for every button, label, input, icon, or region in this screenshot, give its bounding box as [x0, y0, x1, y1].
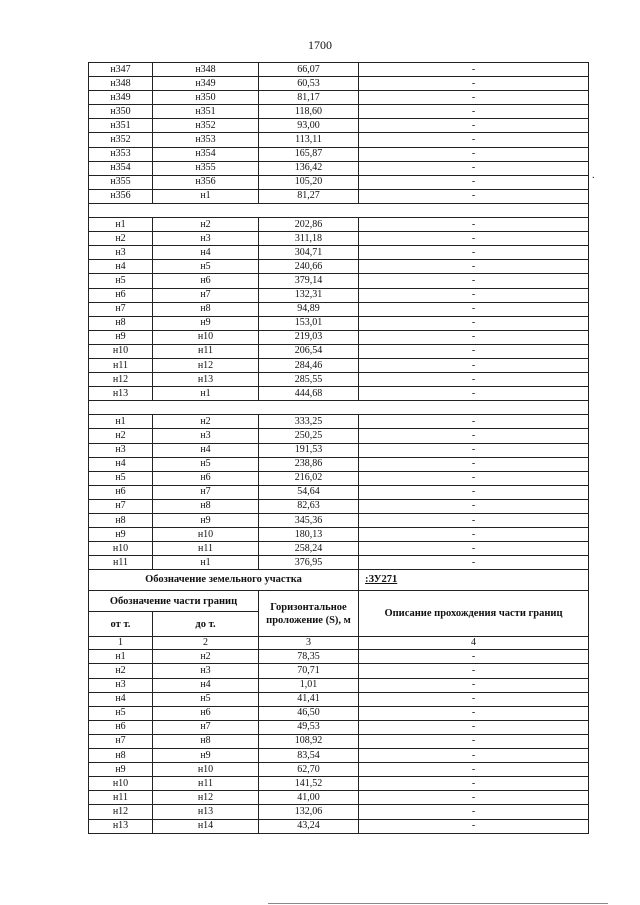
from-point: н352	[89, 133, 153, 147]
horizontal-distance: 136,42	[259, 161, 359, 175]
from-point: н11	[89, 358, 153, 372]
from-point: н5	[89, 274, 153, 288]
from-point: н349	[89, 91, 153, 105]
table-row	[89, 218, 589, 232]
to-point: н348	[153, 63, 259, 77]
description: -	[359, 749, 589, 763]
table-row	[89, 791, 589, 805]
contour-2-rows	[89, 218, 589, 401]
table-row	[89, 246, 589, 260]
to-point: н351	[153, 105, 259, 119]
horizontal-distance: 180,13	[259, 528, 359, 542]
horizontal-distance: 66,07	[259, 63, 359, 77]
description: -	[359, 734, 589, 748]
to-point: н2	[153, 218, 259, 232]
from-point: н9	[89, 763, 153, 777]
table-row	[89, 316, 589, 330]
to-point: н4	[153, 678, 259, 692]
table-row	[89, 387, 589, 401]
to-point: н355	[153, 161, 259, 175]
horizontal-distance: 304,71	[259, 246, 359, 260]
header-from: от т.	[89, 612, 153, 637]
from-point: н2	[89, 664, 153, 678]
table-row	[89, 542, 589, 556]
horizontal-distance: 118,60	[259, 105, 359, 119]
horizontal-distance: 41,00	[259, 791, 359, 805]
from-point: н353	[89, 147, 153, 161]
horizontal-distance: 191,53	[259, 443, 359, 457]
table-row	[89, 358, 589, 372]
description: -	[359, 373, 589, 387]
column-number: 1	[89, 637, 153, 650]
from-point: н351	[89, 119, 153, 133]
horizontal-distance: 81,17	[259, 91, 359, 105]
column-number: 4	[359, 637, 589, 650]
to-point: н5	[153, 692, 259, 706]
horizontal-distance: 216,02	[259, 471, 359, 485]
from-point: н7	[89, 734, 153, 748]
horizontal-distance: 105,20	[259, 175, 359, 189]
from-point: н3	[89, 443, 153, 457]
contour-3-rows	[89, 415, 589, 570]
to-point: н3	[153, 664, 259, 678]
horizontal-distance: 132,06	[259, 805, 359, 819]
description: -	[359, 805, 589, 819]
column-number: 2	[153, 637, 259, 650]
contour-separator	[89, 203, 589, 217]
description: -	[359, 161, 589, 175]
from-point: н2	[89, 429, 153, 443]
description: -	[359, 105, 589, 119]
horizontal-distance: 78,35	[259, 650, 359, 664]
from-point: н9	[89, 528, 153, 542]
table-row	[89, 288, 589, 302]
to-point: н11	[153, 777, 259, 791]
from-point: н2	[89, 232, 153, 246]
horizontal-distance: 62,70	[259, 763, 359, 777]
horizontal-distance: 93,00	[259, 119, 359, 133]
description: -	[359, 77, 589, 91]
table-row	[89, 556, 589, 570]
from-point: н347	[89, 63, 153, 77]
table-row	[89, 650, 589, 664]
land-plot-label: Обозначение земельного участка	[89, 570, 359, 591]
description: -	[359, 556, 589, 570]
horizontal-distance: 219,03	[259, 330, 359, 344]
to-point: н1	[153, 387, 259, 401]
from-point: н1	[89, 218, 153, 232]
from-point: н13	[89, 819, 153, 833]
stray-dot: .	[592, 170, 595, 181]
to-point: н4	[153, 246, 259, 260]
description: -	[359, 777, 589, 791]
table-row	[89, 819, 589, 833]
from-point: н348	[89, 77, 153, 91]
description: -	[359, 763, 589, 777]
table-row	[89, 499, 589, 513]
description: -	[359, 133, 589, 147]
table-row	[89, 373, 589, 387]
table-row	[89, 161, 589, 175]
description: -	[359, 791, 589, 805]
to-point: н13	[153, 805, 259, 819]
horizontal-distance: 81,27	[259, 189, 359, 203]
horizontal-distance: 54,64	[259, 485, 359, 499]
table-row	[89, 175, 589, 189]
description: -	[359, 344, 589, 358]
description: -	[359, 147, 589, 161]
to-point: н353	[153, 133, 259, 147]
to-point: н11	[153, 542, 259, 556]
to-point: н7	[153, 485, 259, 499]
description: -	[359, 514, 589, 528]
to-point: н3	[153, 232, 259, 246]
to-point: н1	[153, 189, 259, 203]
horizontal-distance: 41,41	[259, 692, 359, 706]
from-point: н5	[89, 706, 153, 720]
to-point: н354	[153, 147, 259, 161]
from-point: н6	[89, 485, 153, 499]
horizontal-distance: 376,95	[259, 556, 359, 570]
to-point: н5	[153, 457, 259, 471]
description: -	[359, 499, 589, 513]
from-point: н355	[89, 175, 153, 189]
header-part-designation: Обозначение части границ	[89, 591, 259, 612]
description: -	[359, 692, 589, 706]
description: -	[359, 274, 589, 288]
description: -	[359, 542, 589, 556]
description: -	[359, 429, 589, 443]
description: -	[359, 91, 589, 105]
horizontal-distance: 202,86	[259, 218, 359, 232]
from-point: н4	[89, 260, 153, 274]
description: -	[359, 175, 589, 189]
description: -	[359, 387, 589, 401]
table-row	[89, 63, 589, 77]
table-row	[89, 133, 589, 147]
table-row	[89, 457, 589, 471]
description: -	[359, 415, 589, 429]
description: -	[359, 358, 589, 372]
horizontal-distance: 49,53	[259, 720, 359, 734]
table-row	[89, 749, 589, 763]
description: -	[359, 528, 589, 542]
description: -	[359, 330, 589, 344]
to-point: н349	[153, 77, 259, 91]
horizontal-distance: 444,68	[259, 387, 359, 401]
header-horizontal: Горизонтальное проложение (S), м	[259, 591, 359, 637]
description: -	[359, 443, 589, 457]
horizontal-distance: 238,86	[259, 457, 359, 471]
to-point: н10	[153, 763, 259, 777]
to-point: н8	[153, 734, 259, 748]
to-point: н13	[153, 373, 259, 387]
table-row	[89, 692, 589, 706]
horizontal-distance: 141,52	[259, 777, 359, 791]
table-row	[89, 777, 589, 791]
description: -	[359, 706, 589, 720]
to-point: н8	[153, 302, 259, 316]
to-point: н12	[153, 358, 259, 372]
horizontal-distance: 206,54	[259, 344, 359, 358]
footer-line	[268, 903, 608, 904]
land-plot-row	[89, 570, 589, 591]
horizontal-distance: 333,25	[259, 415, 359, 429]
table-row	[89, 471, 589, 485]
to-point: н3	[153, 429, 259, 443]
from-point: н13	[89, 387, 153, 401]
from-point: н4	[89, 692, 153, 706]
description: -	[359, 720, 589, 734]
from-point: н8	[89, 749, 153, 763]
to-point: н10	[153, 330, 259, 344]
description: -	[359, 232, 589, 246]
to-point: н356	[153, 175, 259, 189]
horizontal-distance: 1,01	[259, 678, 359, 692]
to-point: н14	[153, 819, 259, 833]
to-point: н350	[153, 91, 259, 105]
horizontal-distance: 345,36	[259, 514, 359, 528]
horizontal-distance: 82,63	[259, 499, 359, 513]
column-number: 3	[259, 637, 359, 650]
table-row	[89, 344, 589, 358]
from-point: н5	[89, 471, 153, 485]
table-row	[89, 119, 589, 133]
from-point: н12	[89, 373, 153, 387]
to-point: н2	[153, 415, 259, 429]
to-point: н9	[153, 749, 259, 763]
boundary-table	[88, 62, 589, 834]
description: -	[359, 316, 589, 330]
from-point: н7	[89, 302, 153, 316]
table-row	[89, 147, 589, 161]
horizontal-distance: 311,18	[259, 232, 359, 246]
table-row	[89, 706, 589, 720]
horizontal-distance: 284,46	[259, 358, 359, 372]
description: -	[359, 189, 589, 203]
header-description: Описание прохождения части границ	[359, 591, 589, 637]
description: -	[359, 819, 589, 833]
table-row	[89, 302, 589, 316]
table-row	[89, 734, 589, 748]
from-point: н8	[89, 514, 153, 528]
from-point: н10	[89, 542, 153, 556]
land-plot-value: :ЗУ271	[359, 570, 589, 591]
description: -	[359, 119, 589, 133]
to-point: н1	[153, 556, 259, 570]
from-point: н354	[89, 161, 153, 175]
description: -	[359, 260, 589, 274]
table-row	[89, 678, 589, 692]
table-row	[89, 91, 589, 105]
table-row	[89, 330, 589, 344]
horizontal-distance: 60,53	[259, 77, 359, 91]
description: -	[359, 218, 589, 232]
from-point: н1	[89, 650, 153, 664]
to-point: н9	[153, 316, 259, 330]
horizontal-distance: 258,24	[259, 542, 359, 556]
horizontal-distance: 46,50	[259, 706, 359, 720]
from-point: н9	[89, 330, 153, 344]
description: -	[359, 678, 589, 692]
to-point: н7	[153, 720, 259, 734]
table-row	[89, 260, 589, 274]
from-point: н12	[89, 805, 153, 819]
from-point: н11	[89, 791, 153, 805]
horizontal-distance: 43,24	[259, 819, 359, 833]
to-point: н6	[153, 706, 259, 720]
to-point: н12	[153, 791, 259, 805]
to-point: н4	[153, 443, 259, 457]
table-row	[89, 415, 589, 429]
table-row	[89, 105, 589, 119]
table-row	[89, 664, 589, 678]
to-point: н9	[153, 514, 259, 528]
table-row	[89, 805, 589, 819]
table-row	[89, 720, 589, 734]
contour-separator	[89, 401, 589, 415]
from-point: н356	[89, 189, 153, 203]
horizontal-distance: 379,14	[259, 274, 359, 288]
table-row	[89, 274, 589, 288]
description: -	[359, 485, 589, 499]
description: -	[359, 246, 589, 260]
to-point: н10	[153, 528, 259, 542]
horizontal-distance: 132,31	[259, 288, 359, 302]
to-point: н352	[153, 119, 259, 133]
horizontal-distance: 113,11	[259, 133, 359, 147]
horizontal-distance: 108,92	[259, 734, 359, 748]
to-point: н6	[153, 274, 259, 288]
horizontal-distance: 285,55	[259, 373, 359, 387]
from-point: н10	[89, 344, 153, 358]
from-point: н11	[89, 556, 153, 570]
table-row	[89, 528, 589, 542]
to-point: н5	[153, 260, 259, 274]
header-to: до т.	[153, 612, 259, 637]
horizontal-distance: 70,71	[259, 664, 359, 678]
table-row	[89, 429, 589, 443]
horizontal-distance: 240,66	[259, 260, 359, 274]
table-row	[89, 77, 589, 91]
horizontal-distance: 83,54	[259, 749, 359, 763]
from-point: н10	[89, 777, 153, 791]
to-point: н11	[153, 344, 259, 358]
zu271-rows	[89, 650, 589, 833]
to-point: н8	[153, 499, 259, 513]
table-row	[89, 485, 589, 499]
from-point: н6	[89, 288, 153, 302]
horizontal-distance: 165,87	[259, 147, 359, 161]
to-point: н2	[153, 650, 259, 664]
header-row-1	[89, 591, 589, 612]
horizontal-distance: 153,01	[259, 316, 359, 330]
page-number: 1700	[308, 38, 332, 52]
horizontal-distance: 94,89	[259, 302, 359, 316]
from-point: н3	[89, 678, 153, 692]
to-point: н7	[153, 288, 259, 302]
column-number-row	[89, 637, 589, 650]
description: -	[359, 63, 589, 77]
description: -	[359, 288, 589, 302]
description: -	[359, 650, 589, 664]
from-point: н4	[89, 457, 153, 471]
table-row	[89, 232, 589, 246]
description: -	[359, 664, 589, 678]
table-row	[89, 514, 589, 528]
from-point: н1	[89, 415, 153, 429]
from-point: н8	[89, 316, 153, 330]
from-point: н6	[89, 720, 153, 734]
to-point: н6	[153, 471, 259, 485]
contour-1-rows	[89, 63, 589, 204]
table-row	[89, 763, 589, 777]
from-point: н7	[89, 499, 153, 513]
description: -	[359, 302, 589, 316]
from-point: н3	[89, 246, 153, 260]
table-row	[89, 443, 589, 457]
from-point: н350	[89, 105, 153, 119]
description: -	[359, 457, 589, 471]
description: -	[359, 471, 589, 485]
horizontal-distance: 250,25	[259, 429, 359, 443]
table-row	[89, 189, 589, 203]
